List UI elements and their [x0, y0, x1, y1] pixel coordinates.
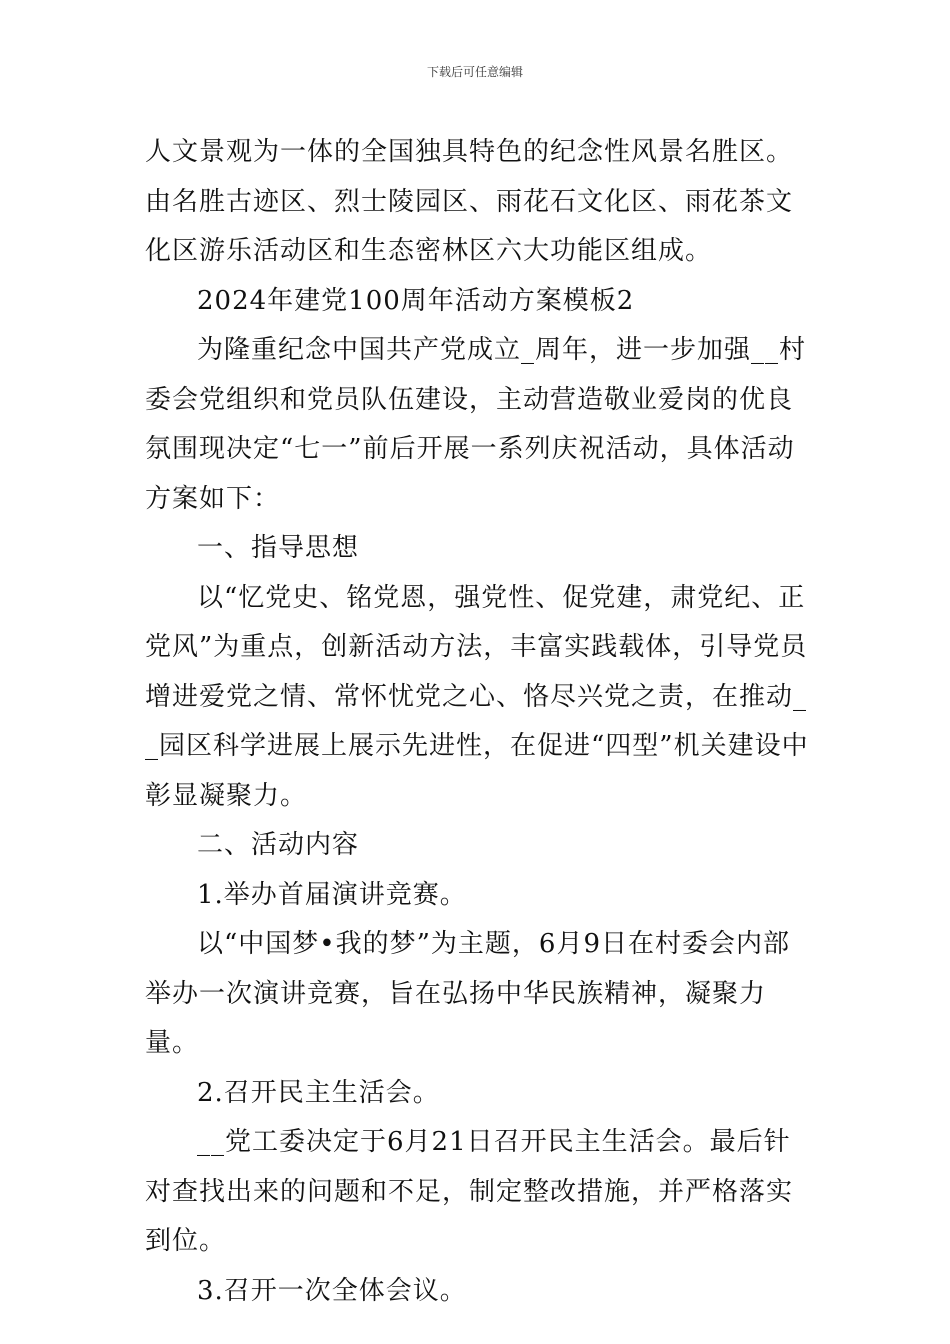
- paragraph-guiding-thought: 以“忆党史、铭党恩，强党性、促党建，肃党纪、正党风”为重点，创新活动方法，丰富实践载体，引导党员增进爱党之情、常怀忧党之心、恪尽兴党之责，在推动__园区科学进展上展示先进性，在促进“四型”机关建设中彰显凝聚力。: [145, 582, 809, 811]
- document-body: [145, 128, 810, 1316]
- item-democratic-meeting: 2.召开民主生活会。: [197, 1077, 440, 1108]
- paragraph-scenic-area: 人文景观为一体的全国独具特色的纪念性风景名胜区。由名胜古迹区、烈士陵园区、雨花石文化区、雨花茶文化区游乐活动区和生态密林区六大功能区组成。: [145, 137, 794, 266]
- heading-guiding-thought: 一、指导思想: [197, 533, 360, 563]
- item-plenary-meeting: 3.召开一次全体会议。: [197, 1275, 467, 1306]
- page-header: 下载后可任意编辑: [426, 65, 523, 79]
- heading-activity-content: 二、活动内容: [197, 830, 360, 860]
- item-speech-contest: 1.举办首届演讲竞赛。: [197, 879, 467, 910]
- paragraph-intro: 为隆重纪念中国共产党成立_周年，进一步加强__村委会党组织和党员队伍建设，主动营造敬业爱岗的优良氛围现决定“七一”前后开展一系列庆祝活动，具体活动方案如下：: [145, 335, 807, 514]
- paragraph-democratic-meeting: __党工委决定于6月21日召开民主生活会。最后针对查找出来的问题和不足，制定整改措施，并严格落实到位。: [145, 1127, 794, 1256]
- section-title: 2024年建党100周年活动方案模板2: [197, 285, 635, 316]
- paragraph-speech-contest: 以“中国梦•我的梦”为主题，6月9日在村委会内部举办一次演讲竞赛，旨在弘扬中华民族精神，凝聚力量。: [145, 929, 791, 1058]
